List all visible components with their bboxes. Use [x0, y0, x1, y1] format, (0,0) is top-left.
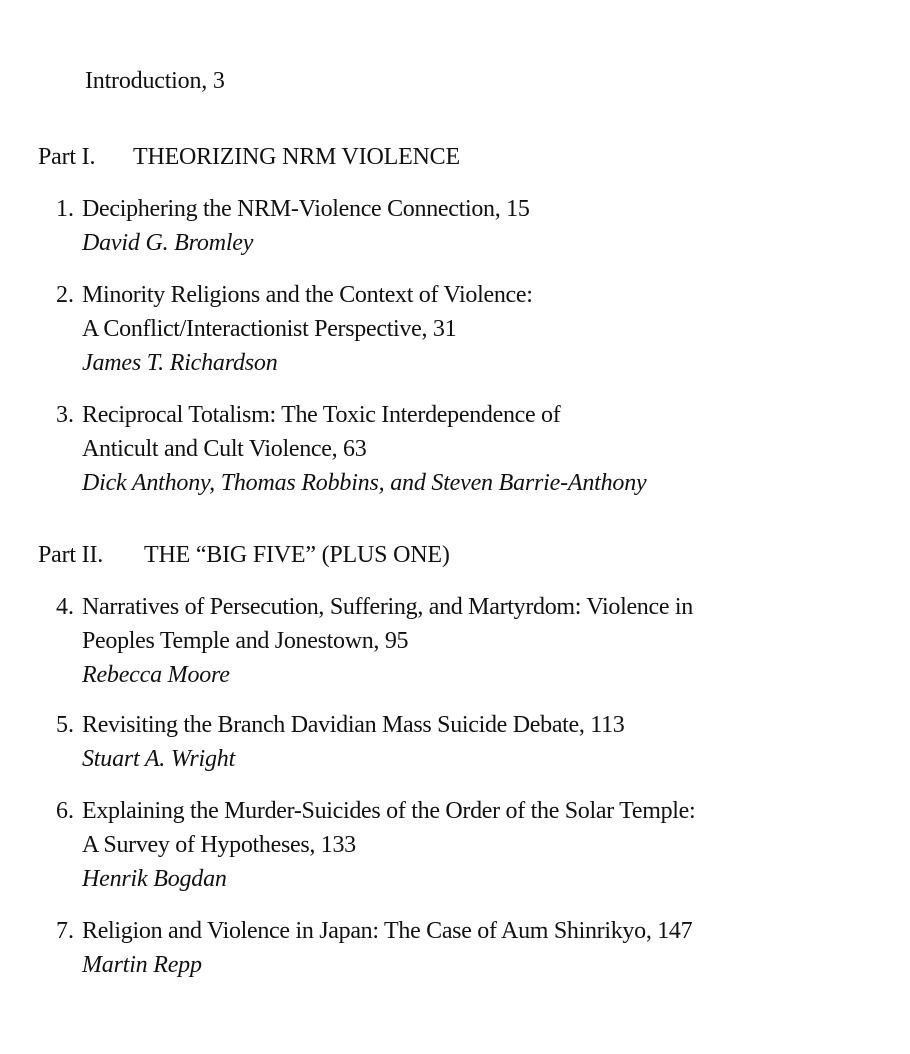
chapter-title-line: Peoples Temple and Jonestown, 95 — [82, 628, 409, 654]
toc-entry-1 — [40, 192, 880, 260]
chapter-title-line: Deciphering the NRM-Violence Connection, 15 — [82, 196, 530, 222]
chapter-title-line: A Conflict/Interactionist Perspective, 31 — [82, 316, 457, 342]
chapter-title-line: Explaining the Murder-Suicides of the Order of the Solar Temple: — [82, 798, 696, 824]
chapter-author: Henrik Bogdan — [82, 866, 227, 892]
chapter-title-line: Reciprocal Totalism: The Toxic Interdependence of — [82, 402, 561, 428]
chapter-author: David G. Bromley — [82, 230, 254, 256]
toc-entry-3 — [40, 398, 880, 500]
part-heading-2 — [38, 540, 450, 570]
toc-entry-4 — [40, 590, 880, 692]
part-title: THE “BIG FIVE” (PLUS ONE) — [144, 542, 450, 568]
chapter-number: 4. — [56, 594, 74, 620]
chapter-author: James T. Richardson — [82, 350, 278, 376]
chapter-author: Rebecca Moore — [82, 662, 230, 688]
toc-entry-7 — [40, 914, 880, 982]
chapter-number: 1. — [56, 196, 74, 222]
toc-entry-5 — [40, 708, 880, 776]
chapter-title-line: Narratives of Persecution, Suffering, and Martyrdom: Violence in — [82, 594, 693, 620]
chapter-title-line: Revisiting the Branch Davidian Mass Suicide Debate, 113 — [82, 712, 625, 738]
toc-introduction: Introduction, 3 — [85, 68, 225, 94]
part-heading-1 — [38, 142, 460, 172]
part-label: Part II. — [38, 542, 104, 568]
chapter-author: Martin Repp — [82, 952, 202, 978]
chapter-title-line: Religion and Violence in Japan: The Case of Aum Shinrikyo, 147 — [82, 918, 693, 944]
chapter-author: Stuart A. Wright — [82, 746, 236, 772]
part-title: THEORIZING NRM VIOLENCE — [133, 144, 460, 170]
chapter-number: 5. — [56, 712, 74, 738]
chapter-author: Dick Anthony, Thomas Robbins, and Steven Barrie-Anthony — [82, 470, 647, 496]
toc-entry-6 — [40, 794, 880, 896]
toc-entry-2 — [40, 278, 880, 380]
chapter-title-line: Anticult and Cult Violence, 63 — [82, 436, 367, 462]
chapter-number: 3. — [56, 402, 74, 428]
part-label: Part I. — [38, 144, 96, 170]
chapter-number: 7. — [56, 918, 74, 944]
chapter-number: 2. — [56, 282, 74, 308]
chapter-title-line: A Survey of Hypotheses, 133 — [82, 832, 356, 858]
chapter-title-line: Minority Religions and the Context of Violence: — [82, 282, 533, 308]
chapter-number: 6. — [56, 798, 74, 824]
